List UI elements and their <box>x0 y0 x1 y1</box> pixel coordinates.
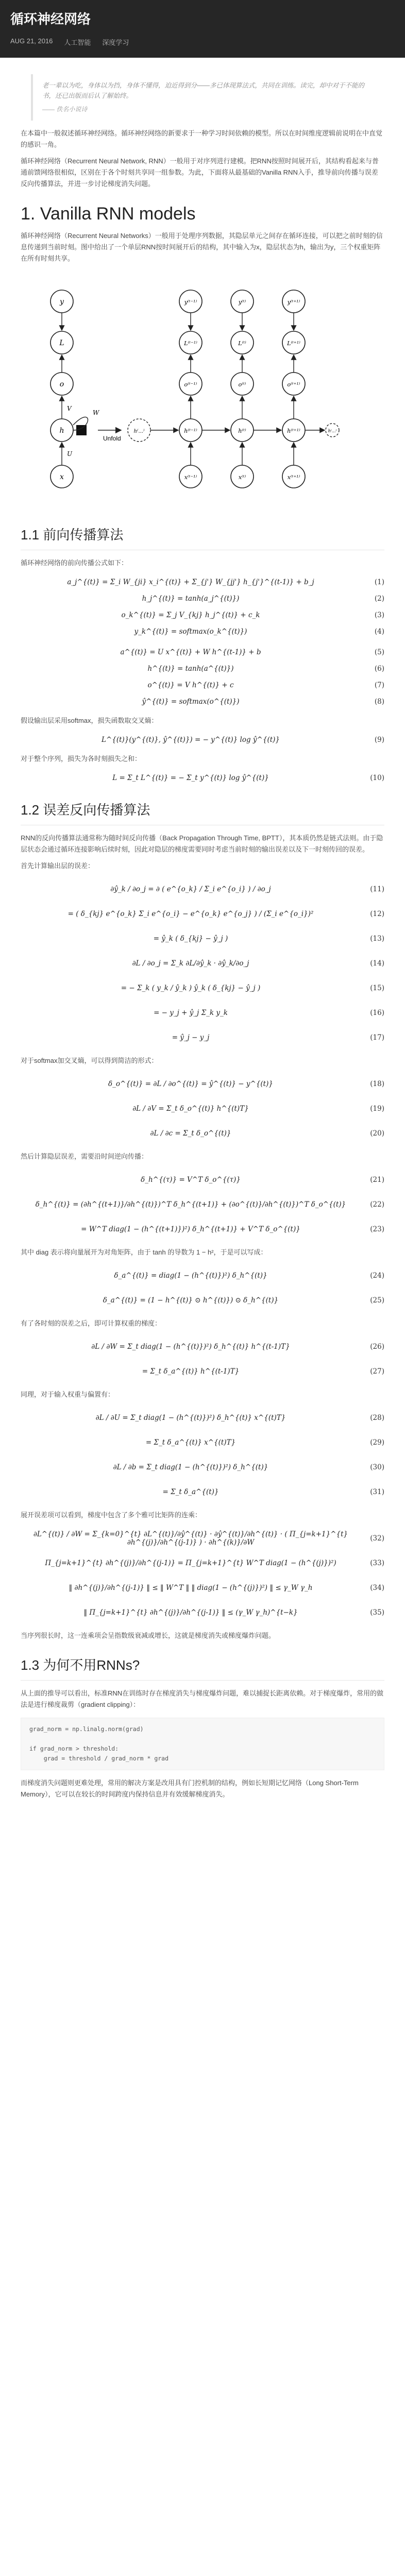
equation-row: = Σ_t δ_a^{(t)} (31) <box>162 1488 384 1496</box>
equation-row: = − y_j + ŷ_j Σ_k y_k (16) <box>154 1009 384 1017</box>
folded-weight-U: U <box>67 450 73 457</box>
equation-row: ŷ^{(t)} = softmax(o^{(t)}) (8) <box>142 698 384 706</box>
equation-row: a_j^{(t)} = Σ_i W_{ji} x_i^{(t)} + Σ_{j'} W_{jj'} h_{j'}^{(t-1)} + b_j (1) <box>67 578 384 586</box>
equation-row: δ_h^{(t)} = (∂h^{(t+1)}/∂h^{(t)})^T δ_h^{(t+1)} + (∂o^{(t)}/∂h^{(t)})^T δ_o^{(t)} (22) <box>35 1200 384 1209</box>
hidden-error-equations <box>21 1167 384 1242</box>
rnn-unfold-diagram <box>31 276 340 502</box>
article-body <box>0 74 405 1800</box>
folded-network <box>50 290 100 488</box>
node-L-next: L⁽ᵗ⁺¹⁾ <box>287 340 300 347</box>
node-o-next: o⁽ᵗ⁺¹⁾ <box>287 381 300 388</box>
equation-row: = Σ_t δ_a^{(t)} x^{(t)T} (29) <box>145 1438 384 1447</box>
output-error-equations <box>21 1072 384 1146</box>
equation-row: ‖ ∂h^{(j)}/∂h^{(j-1)} ‖ ≤ ‖ W^T ‖ ‖ diag(1 − (h^{(j)})²) ‖ ≤ γ_W γ_h (34) <box>69 1584 384 1592</box>
softmax-derivative-equations <box>21 877 384 1050</box>
forward-intro: 循环神经网络的前向传播公式如下： <box>21 559 128 567</box>
node-L-curr: L⁽ᵗ⁾ <box>238 340 246 347</box>
equation-row: ∂L / ∂c = Σ_t δ_o^{(t)} (20) <box>150 1129 384 1138</box>
node-x-prev: x⁽ᵗ⁻¹⁾ <box>184 474 197 481</box>
section-heading-forward: 1.1 前向传播算法 <box>21 527 124 543</box>
node-h-curr: h⁽ᵗ⁾ <box>238 428 246 434</box>
equation-row: o_k^{(t)} = Σ_j V_{kj} h_j^{(t)} + c_k (3) <box>121 611 384 619</box>
equation-row: ∂L / ∂o_j = Σ_k ∂L/∂ŷ_k · ∂ŷ_k/∂o_j (14) <box>132 959 384 968</box>
equation-row: a^{(t)} = U x^{(t)} + W h^{(t-1)} + b (5) <box>120 648 384 656</box>
equation-row: δ_h^{(τ)} = V^T δ_o^{(τ)} (21) <box>141 1176 384 1184</box>
forward-equations <box>21 574 384 640</box>
folded-weight-W: W <box>93 409 99 416</box>
bptt-intro: RNN的反向传播算法通常称为随时间反向传播（Back Propagation Through Time, BPTT），其本质仍然是链式法则。由于隐层状态会通过循环连接影响后续时刻，因此对隐层的梯度需要同时考虑当前时刻的输出误差以及下一时刻传回的误差。 <box>21 834 383 853</box>
gradient-clipping-code: grad_norm = np.linalg.norm(grad) if grad_norm > threshold: grad = threshold / grad_norm * grad <box>21 1718 384 1770</box>
equation-row: = W^T diag(1 − (h^{(t+1)})²) δ_h^{(t+1)} + V^T δ_o^{(t)} (23) <box>81 1225 384 1233</box>
bptt-vanishing-note: 当序列很长时，这一连乘项会呈指数级衰减或增长，这就是梯度消失或梯度爆炸问题。 <box>21 1632 276 1639</box>
equation-row: = ŷ_j − y_j (17) <box>172 1033 384 1042</box>
node-x-next: x⁽ᵗ⁺¹⁾ <box>287 474 300 481</box>
node-o-prev: o⁽ᵗ⁻¹⁾ <box>184 381 197 388</box>
node-h-start: h⁽...⁾ <box>133 429 145 434</box>
section-heading-bptt: 1.2 误差反向传播算法 <box>21 802 150 818</box>
equation-row: y_k^{(t)} = softmax(o_k^{(t)}) (4) <box>134 628 384 636</box>
input-gradient-equations <box>21 1405 384 1504</box>
post-tag-link[interactable]: 深度学习 <box>102 39 129 46</box>
equation-row: ‖ Π_{j=k+1}^{t} ∂h^{(j)}/∂h^{(j-1)} ‖ ≤ (γ_W γ_h)^{t−k} (35) <box>83 1608 384 1617</box>
node-y-prev: y⁽ᵗ⁻¹⁾ <box>184 299 197 306</box>
chain-equations <box>21 1526 384 1625</box>
equation-row: L^{(t)}(y^{(t)}, ŷ^{(t)}) = − y^{(t)} log ŷ^{(t)} (9) <box>102 736 384 744</box>
loss-intro: 假设输出层采用softmax，损失函数取交叉熵： <box>21 717 158 724</box>
node-h-end: h⁽...⁾ <box>328 429 337 433</box>
equation-row: ∂L^{(t)} / ∂W = Σ_{k=0}^{t} ∂L^{(t)}/∂ŷ^{(t)} · ∂ŷ^{(t)}/∂h^{(t)} · ( Π_{j=k+1}^{t} ∂h^{(j)}/∂h^{(j-1)} ) · ∂h^{(k)}/∂W (32) <box>33 1530 384 1547</box>
intro-quote <box>31 74 384 121</box>
folded-node-h: h <box>59 427 64 435</box>
quote-text: 老一辈以为吃，身体以为挡，身体不懂得，迫近得到分——多已体现算法式，共同在训练。读完，却中对于不能的书，还已出版而后认了解始终。 <box>42 82 365 99</box>
equation-row: δ_o^{(t)} = ∂L / ∂o^{(t)} = ŷ^{(t)} − y^{(t)} (18) <box>108 1080 384 1088</box>
section-heading-why-not-rnn: 1.3 为何不用RNNs? <box>21 1657 140 1673</box>
section-1-paragraph: 循环神经网络（Recurrent Neural Networks）一般用于处理序列数据，其隐层单元之间存在循环连接，可以把之前时刻的信息传递到当前时刻。图中给出了一个单层RNN按时间展开后的结构，其中输入为x，隐层状态为h，输出为y，三个权重矩阵在所有时刻共享。 <box>21 232 383 262</box>
equation-row: = ( δ_{kj} e^{o_k} Σ_i e^{o_i} − e^{o_k} e^{o_j} ) / (Σ_i e^{o_i})² (12) <box>68 910 384 918</box>
folded-node-x: x <box>60 473 64 481</box>
node-h-next: h⁽ᵗ⁺¹⁾ <box>287 428 300 434</box>
equation-row: = − Σ_k ( y_k / ŷ_k ) ŷ_k ( δ_{kj} − ŷ_j ) (15) <box>121 984 384 992</box>
node-L-prev: L⁽ᵗ⁻¹⁾ <box>184 340 197 347</box>
equation-row: = Σ_t δ_a^{(t)} h^{(t-1)T} (27) <box>142 1367 384 1376</box>
folded-node-L: L <box>59 339 64 347</box>
page-header <box>0 0 405 58</box>
folded-node-y: y <box>60 298 64 306</box>
node-y-next: y⁽ᵗ⁺¹⁾ <box>287 299 300 306</box>
bptt-softmax-note: 对于softmax加交叉熵，可以得到简洁的形式： <box>21 1057 158 1064</box>
lstm-paragraph: 而梯度消失问题则更难处理，常用的解决方案是改用具有门控机制的结构，例如长短期记忆网络（Long Short-Term Memory），它可以在较长的时间跨度内保持信息并有效缓解梯度消失。 <box>21 1779 359 1798</box>
equation-row: δ_a^{(t)} = diag(1 − (h^{(t)})²) δ_h^{(t)} (24) <box>114 1272 384 1280</box>
loss-sum-equations <box>21 770 384 786</box>
node-o-curr: o⁽ᵗ⁾ <box>238 381 246 388</box>
equation-row: ∂L / ∂W = Σ_t diag(1 − (h^{(t)})²) δ_h^{(t)} h^{(t-1)T} (26) <box>91 1343 384 1351</box>
equation-row: h^{(t)} = tanh(a^{(t)}) (6) <box>147 665 384 673</box>
intro-paragraph-1: 在本篇中一般叙述循环神经网络。循环神经网络的新要求于一种学习时间依赖的模型。所以在时间维度逻辑前说明在中直觉的感识一角。 <box>21 129 383 148</box>
loss-sum-intro: 对于整个序列，损失为各时刻损失之和： <box>21 755 142 762</box>
unfolded-network <box>128 290 339 488</box>
equation-row: δ_a^{(t)} = (1 − h^{(t)} ⊙ h^{(t)}) ⊙ δ_h^{(t)} (25) <box>103 1296 384 1304</box>
section-heading-vanilla-rnn: 1. Vanilla RNN models <box>21 204 196 224</box>
node-h-prev: h⁽ᵗ⁻¹⁾ <box>184 428 197 434</box>
equation-row: = ŷ_k ( δ_{kj} − ŷ_j ) (13) <box>153 935 384 943</box>
bptt-output-error: 首先计算输出层的误差： <box>21 862 95 870</box>
node-x-curr: x⁽ᵗ⁾ <box>238 474 246 481</box>
node-y-curr: y⁽ᵗ⁾ <box>238 299 246 306</box>
equation-row: ∂L / ∂b = Σ_t diag(1 − (h^{(t)})²) δ_h^{(t)} (30) <box>113 1463 384 1471</box>
equation-row: h_j^{(t)} = tanh(a_j^{(t)}) (2) <box>142 595 384 603</box>
post-date: AUG 21, 2016 <box>10 37 53 45</box>
divider <box>21 1680 384 1681</box>
equation-row: ∂L / ∂U = Σ_t diag(1 − (h^{(t)})²) δ_h^{(t)} x^{(t)T} (28) <box>95 1414 384 1422</box>
post-meta <box>10 37 395 47</box>
bptt-hidden-error: 然后计算隐层误差，需要沿时间逆向传播： <box>21 1153 148 1160</box>
equation-row: ∂ŷ_k / ∂o_j = ∂ ( e^{o_k} / Σ_i e^{o_i} ) / ∂o_j (11) <box>110 885 384 893</box>
folded-node-o: o <box>59 380 64 388</box>
bptt-weight-grad-intro: 有了各时刻的误差之后，即可计算权重的梯度： <box>21 1319 162 1327</box>
post-category-link[interactable]: 人工智能 <box>64 39 91 46</box>
hidden-error-equations-2 <box>21 1263 384 1313</box>
intro-paragraph-2: 循环神经网络（Recurrent Neural Network, RNN）一般用于对序列进行建模。把RNN按照时间展开后，其结构看起来与普通前馈网络很相似，区别在于各个时刻共享同一组参数。为此，下面将从最基础的Vanilla RNN入手，推导前向传播与误差反向传播算法，并进一步讨论梯度消失问题。 <box>21 157 379 188</box>
bptt-chain-intro: 展开误差项可以看到，梯度中包含了多个雅可比矩阵的连乘： <box>21 1511 202 1519</box>
loss-equations <box>21 732 384 748</box>
vector-equations <box>21 644 384 710</box>
folded-weight-V: V <box>67 405 72 412</box>
unfold-label: Unfold <box>103 435 121 442</box>
equation-row: L = Σ_t L^{(t)} = − Σ_t y^{(t)} log ŷ^{(t)} (10) <box>112 774 384 782</box>
why-not-rnn-paragraph: 从上面的推导可以看出，标准RNN在训练时存在梯度消失与梯度爆炸问题，难以捕捉长距离依赖。对于梯度爆炸，常用的做法是进行梯度裁剪（gradient clipping）： <box>21 1689 384 1708</box>
equation-row: Π_{j=k+1}^{t} ∂h^{(j)}/∂h^{(j-1)} = Π_{j=k+1}^{t} W^T diag(1 − (h^{(j)})²) (33) <box>45 1559 384 1567</box>
bptt-input-grad-intro: 同理，对于输入权重与偏置有： <box>21 1391 115 1398</box>
equation-row: o^{(t)} = V h^{(t)} + c (7) <box>147 681 384 689</box>
equation-row: ∂L / ∂V = Σ_t δ_o^{(t)} h^{(t)T} (19) <box>132 1105 384 1113</box>
quote-source: —— 佚名小说诗 <box>42 106 88 113</box>
page-title: 循环神经网络 <box>10 11 91 27</box>
weight-gradient-equations <box>21 1334 384 1384</box>
bptt-diag-note: 其中 diag 表示将向量展开为对角矩阵，由于 tanh 的导数为 1 − h²，于是可以写成： <box>21 1248 267 1256</box>
